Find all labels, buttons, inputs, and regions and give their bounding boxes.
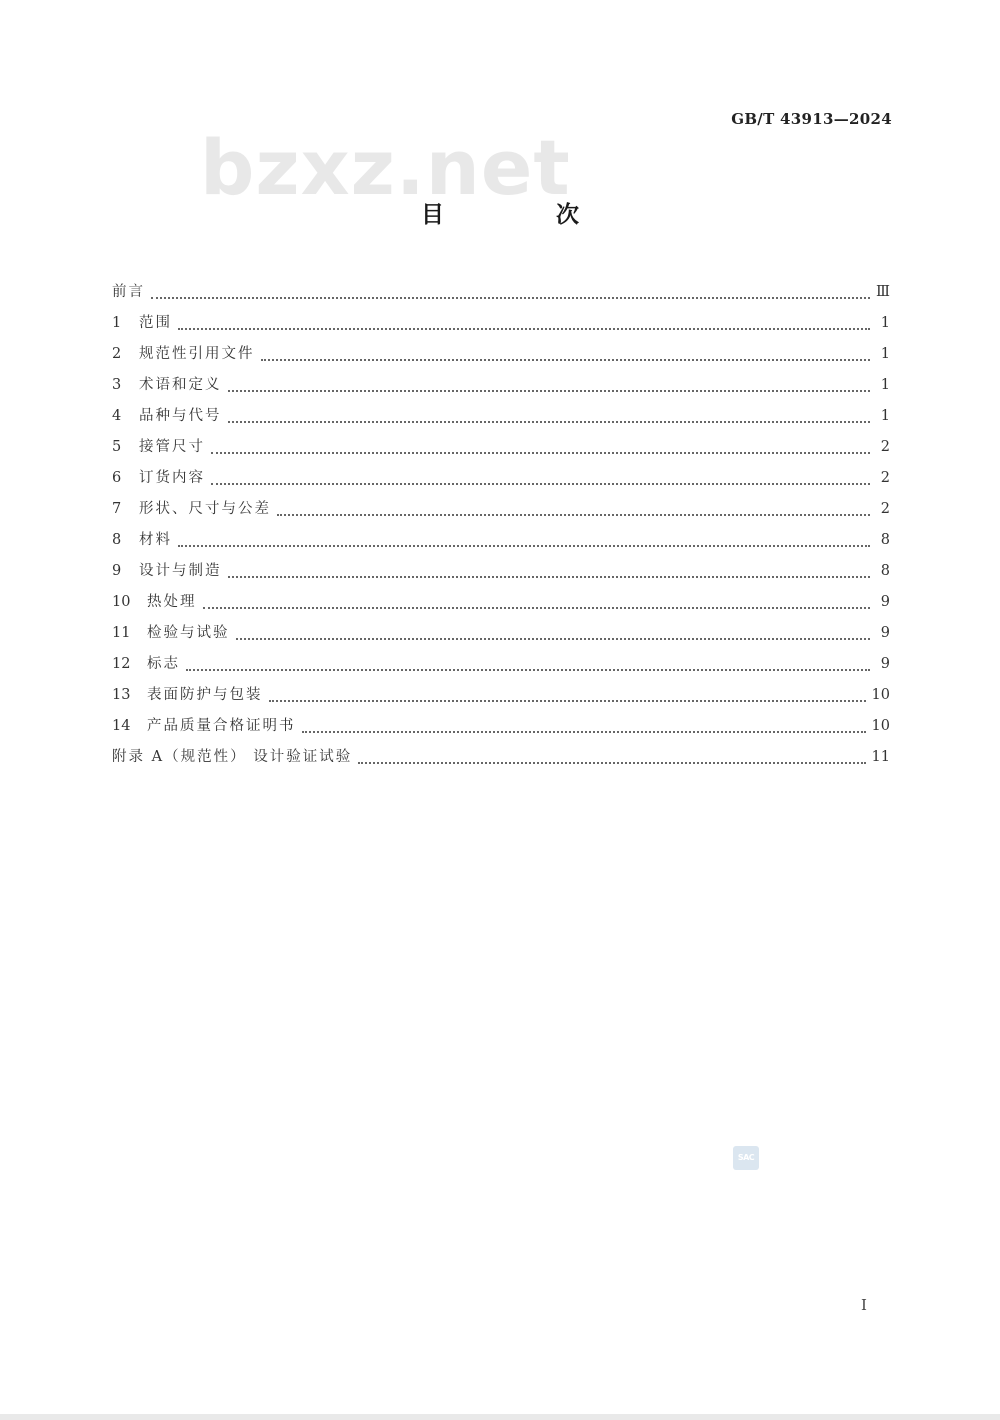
toc-leader-dots — [186, 669, 870, 671]
watermark: bzxz.net — [200, 123, 571, 212]
toc-number: 13 — [112, 687, 131, 703]
toc-label: 标志 — [147, 656, 180, 672]
toc-entry-10[interactable] — [112, 590, 890, 621]
toc-label: 产品质量合格证明书 — [147, 718, 296, 734]
toc-entry-annex-a[interactable] — [112, 745, 890, 776]
toc-number: 12 — [112, 656, 131, 672]
toc-page-number: 10 — [871, 687, 890, 703]
toc-number: 9 — [112, 563, 122, 579]
toc-leader-dots — [302, 731, 866, 733]
sac-logo: SAC — [733, 1146, 759, 1170]
toc-entry-14[interactable] — [112, 714, 890, 745]
toc-leader-dots — [151, 297, 870, 299]
toc-number: 2 — [112, 346, 122, 362]
toc-entry-13[interactable] — [112, 683, 890, 714]
toc-page-number: Ⅲ — [876, 284, 890, 300]
page-number: I — [861, 1296, 867, 1314]
toc-label: 热处理 — [147, 594, 197, 610]
toc-number: 10 — [112, 594, 131, 610]
toc-leader-dots — [178, 545, 870, 547]
toc-leader-dots — [269, 700, 866, 702]
toc-entry-4[interactable] — [112, 404, 890, 435]
toc-entry-8[interactable] — [112, 528, 890, 559]
toc-number: 8 — [112, 532, 122, 548]
toc-label: 附录 A（规范性） 设计验证试验 — [112, 749, 353, 765]
toc-number: 3 — [112, 377, 122, 393]
toc-page-number: 9 — [880, 594, 890, 610]
toc-page-number: 10 — [871, 718, 890, 734]
toc-leader-dots — [228, 421, 871, 423]
toc-number: 14 — [112, 718, 131, 734]
toc-label: 形状、尺寸与公差 — [139, 501, 271, 517]
toc-page-number: 2 — [880, 470, 890, 486]
toc-leader-dots — [211, 452, 870, 454]
toc-number: 1 — [112, 315, 122, 331]
toc-entry-12[interactable] — [112, 652, 890, 683]
toc-number: 7 — [112, 501, 122, 517]
table-of-contents — [112, 280, 890, 776]
toc-leader-dots — [211, 483, 870, 485]
toc-entry-7[interactable] — [112, 497, 890, 528]
toc-number: 11 — [112, 625, 131, 641]
toc-page-number: 11 — [871, 749, 890, 765]
toc-leader-dots — [236, 638, 871, 640]
standard-code: GB/T 43913—2024 — [731, 110, 892, 128]
toc-entry-11[interactable] — [112, 621, 890, 652]
toc-page-number: 1 — [880, 315, 890, 331]
toc-leader-dots — [261, 359, 871, 361]
toc-leader-dots — [228, 576, 871, 578]
toc-page-number: 1 — [880, 377, 890, 393]
toc-leader-dots — [358, 762, 865, 764]
toc-page-number: 1 — [880, 346, 890, 362]
toc-number: 6 — [112, 470, 122, 486]
toc-number: 4 — [112, 408, 122, 424]
toc-leader-dots — [228, 390, 871, 392]
toc-label: 范围 — [139, 315, 172, 331]
toc-page-number: 8 — [880, 532, 890, 548]
toc-leader-dots — [178, 328, 870, 330]
toc-label: 术语和定义 — [139, 377, 222, 393]
toc-label: 接管尺寸 — [139, 439, 205, 455]
toc-page-number: 2 — [880, 439, 890, 455]
toc-entry-1[interactable] — [112, 311, 890, 342]
toc-label: 检验与试验 — [147, 625, 230, 641]
toc-leader-dots — [277, 514, 870, 516]
toc-entry-3[interactable] — [112, 373, 890, 404]
toc-page-number: 9 — [880, 625, 890, 641]
toc-label: 材料 — [139, 532, 172, 548]
toc-page-number: 2 — [880, 501, 890, 517]
toc-page-number: 9 — [880, 656, 890, 672]
toc-label: 前言 — [112, 284, 145, 300]
toc-entry-6[interactable] — [112, 466, 890, 497]
page-title: 目 次 — [420, 202, 631, 228]
toc-label: 规范性引用文件 — [139, 346, 255, 362]
toc-entry-foreword[interactable] — [112, 280, 890, 311]
toc-entry-9[interactable] — [112, 559, 890, 590]
toc-entry-5[interactable] — [112, 435, 890, 466]
toc-leader-dots — [203, 607, 871, 609]
toc-page-number: 1 — [880, 408, 890, 424]
toc-label: 设计与制造 — [139, 563, 222, 579]
toc-label: 品种与代号 — [139, 408, 222, 424]
toc-entry-2[interactable] — [112, 342, 890, 373]
toc-page-number: 8 — [880, 563, 890, 579]
toc-label: 表面防护与包装 — [147, 687, 263, 703]
toc-number: 5 — [112, 439, 122, 455]
toc-label: 订货内容 — [139, 470, 205, 486]
page-bottom-edge — [0, 1414, 1000, 1420]
